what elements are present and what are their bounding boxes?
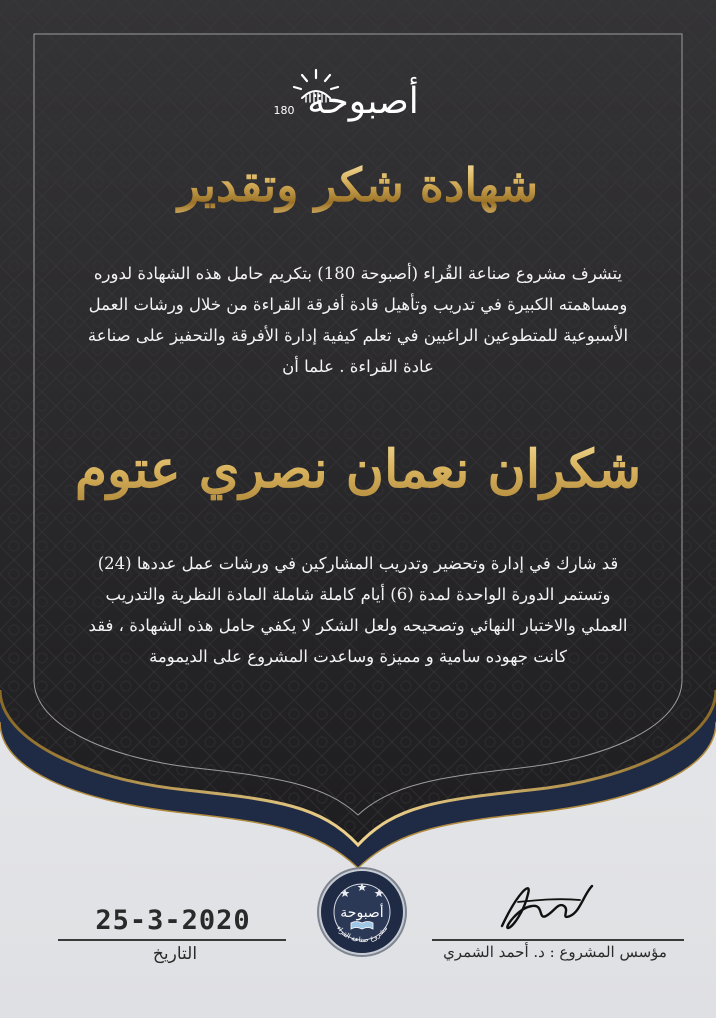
logo-number: 180: [273, 104, 295, 117]
logo-wordmark: أصبوحة: [307, 81, 419, 122]
signature-mark: [488, 872, 598, 942]
recipient-name: شكران نعمان نصري عتوم: [70, 425, 646, 515]
signature-underline: [432, 939, 684, 941]
seal-brand: أصبوحة: [340, 905, 384, 921]
brand-logo: [258, 62, 458, 132]
date-value: 25-3-2020: [95, 905, 251, 936]
intro-paragraph: يتشرف مشروع صناعة القُراء (أصبوحة 180) بتكريم حامل هذه الشهادة لدوره ومساهمته الكبيرة في تدريب وتأهيل قادة أفرقة القراءة من خلال ورشات العمل الأسبوعية للمتطوعين الراغبين في تعلم كيفية إدارة الأفرقة والتحفيز على صناعة عادة القراءة . علما أن: [87, 264, 629, 376]
founder-label: مؤسس المشروع : د. أحمد الشمري: [443, 943, 667, 961]
seal-ring-text: مشروع صناعة القراء: [334, 924, 390, 945]
date-label: التاريخ: [152, 944, 198, 964]
date-underline: [58, 939, 286, 941]
certificate-title: شهادة شكر وتقدير: [80, 150, 636, 220]
book-icon: [351, 922, 373, 930]
details-paragraph: قد شارك في إدارة وتحضير وتدريب المشاركين في ورشات عمل عددها (24) وتستمر الدورة الواحدة لمدة (6) أيام كاملة شاملة المادة النظرية والتدريب العملي والاختبار النهائي وتصحيحه ولعل الشكر لا يكفي حامل هذه الشهادة ، فقد كانت جهوده سامية و مميزة وساعدت المشروع على الديمومة: [88, 554, 628, 666]
seal-stars-icon: [315, 865, 409, 959]
